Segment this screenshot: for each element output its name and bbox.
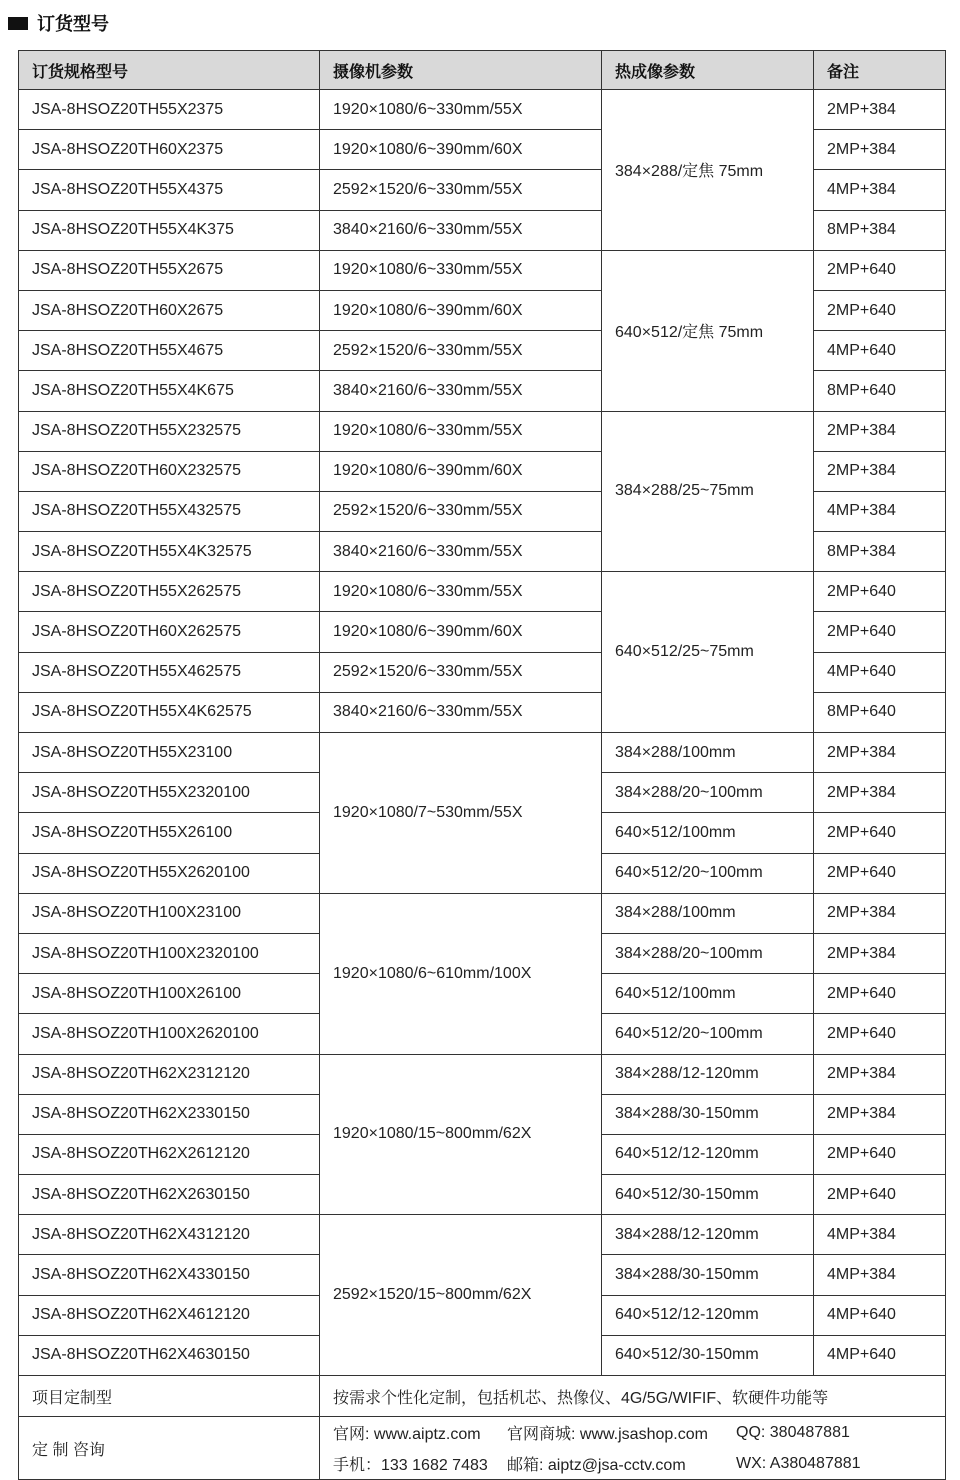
model-cell: JSA-8HSOZ20TH55X232575 bbox=[19, 411, 320, 451]
table-row bbox=[19, 250, 946, 290]
note-cell: 2MP+640 bbox=[814, 974, 946, 1014]
camera-cell: 1920×1080/6~330mm/55X bbox=[320, 411, 602, 451]
section-heading bbox=[8, 10, 109, 36]
camera-cell: 1920×1080/6~390mm/60X bbox=[320, 130, 602, 170]
model-cell: JSA-8HSOZ20TH100X2620100 bbox=[19, 1014, 320, 1054]
camera-cell: 3840×2160/6~330mm/55X bbox=[320, 371, 602, 411]
table-row bbox=[19, 893, 946, 933]
table-row bbox=[19, 1054, 946, 1094]
model-cell: JSA-8HSOZ20TH100X2320100 bbox=[19, 933, 320, 973]
model-cell: JSA-8HSOZ20TH55X4K375 bbox=[19, 210, 320, 250]
thermal-cell: 384×288/25~75mm bbox=[602, 411, 814, 572]
model-cell: JSA-8HSOZ20TH55X4675 bbox=[19, 331, 320, 371]
model-cell: JSA-8HSOZ20TH55X2375 bbox=[19, 90, 320, 130]
note-cell: 4MP+640 bbox=[814, 652, 946, 692]
note-cell: 4MP+384 bbox=[814, 491, 946, 531]
contact-info bbox=[320, 1417, 946, 1480]
note-cell: 2MP+640 bbox=[814, 813, 946, 853]
header-camera: 摄像机参数 bbox=[320, 51, 602, 90]
note-cell: 2MP+384 bbox=[814, 90, 946, 130]
thermal-cell: 384×288/20~100mm bbox=[602, 773, 814, 813]
note-cell: 2MP+640 bbox=[814, 853, 946, 893]
table-row bbox=[19, 90, 946, 130]
thermal-cell: 640×512/20~100mm bbox=[602, 853, 814, 893]
model-cell: JSA-8HSOZ20TH62X4612120 bbox=[19, 1295, 320, 1335]
thermal-cell: 640×512/100mm bbox=[602, 813, 814, 853]
header-note: 备注 bbox=[814, 51, 946, 90]
email-text: 邮箱: aiptz@jsa-cctv.com bbox=[507, 1457, 686, 1474]
note-cell: 4MP+640 bbox=[814, 1335, 946, 1375]
camera-cell: 3840×2160/6~330mm/55X bbox=[320, 210, 602, 250]
thermal-cell: 384×288/定焦 75mm bbox=[602, 90, 814, 251]
thermal-cell: 640×512/30-150mm bbox=[602, 1335, 814, 1375]
model-cell: JSA-8HSOZ20TH55X4375 bbox=[19, 170, 320, 210]
note-cell: 8MP+384 bbox=[814, 532, 946, 572]
camera-cell: 1920×1080/6~610mm/100X bbox=[320, 893, 602, 1054]
camera-cell: 1920×1080/6~390mm/60X bbox=[320, 451, 602, 491]
thermal-cell: 384×288/100mm bbox=[602, 893, 814, 933]
model-cell: JSA-8HSOZ20TH100X23100 bbox=[19, 893, 320, 933]
header-model: 订货规格型号 bbox=[19, 51, 320, 90]
custom-text: 按需求个性化定制，包括机芯、热像仪、4G/5G/WIFIF、软硬件功能等 bbox=[320, 1376, 946, 1417]
table-row bbox=[19, 1215, 946, 1255]
camera-cell: 2592×1520/15~800mm/62X bbox=[320, 1215, 602, 1376]
thermal-cell: 640×512/定焦 75mm bbox=[602, 250, 814, 411]
header-thermal: 热成像参数 bbox=[602, 51, 814, 90]
camera-cell: 1920×1080/6~330mm/55X bbox=[320, 250, 602, 290]
model-cell: JSA-8HSOZ20TH62X4630150 bbox=[19, 1335, 320, 1375]
model-cell: JSA-8HSOZ20TH55X4K62575 bbox=[19, 692, 320, 732]
model-cell: JSA-8HSOZ20TH55X23100 bbox=[19, 733, 320, 773]
wechat-text: WX: A380487881 bbox=[736, 1454, 861, 1472]
camera-cell: 3840×2160/6~330mm/55X bbox=[320, 532, 602, 572]
contact-row bbox=[19, 1417, 946, 1480]
model-cell: JSA-8HSOZ20TH62X2312120 bbox=[19, 1054, 320, 1094]
note-cell: 4MP+384 bbox=[814, 1215, 946, 1255]
note-cell: 8MP+384 bbox=[814, 210, 946, 250]
thermal-cell: 384×288/100mm bbox=[602, 733, 814, 773]
model-cell: JSA-8HSOZ20TH55X4K675 bbox=[19, 371, 320, 411]
note-cell: 2MP+640 bbox=[814, 1014, 946, 1054]
thermal-cell: 640×512/30-150mm bbox=[602, 1175, 814, 1215]
model-cell: JSA-8HSOZ20TH55X2320100 bbox=[19, 773, 320, 813]
model-cell: JSA-8HSOZ20TH55X432575 bbox=[19, 491, 320, 531]
camera-cell: 1920×1080/6~390mm/60X bbox=[320, 612, 602, 652]
model-cell: JSA-8HSOZ20TH55X262575 bbox=[19, 572, 320, 612]
model-cell: JSA-8HSOZ20TH55X462575 bbox=[19, 652, 320, 692]
thermal-cell: 384×288/12-120mm bbox=[602, 1215, 814, 1255]
note-cell: 2MP+384 bbox=[814, 130, 946, 170]
thermal-cell: 384×288/20~100mm bbox=[602, 933, 814, 973]
note-cell: 8MP+640 bbox=[814, 692, 946, 732]
model-cell: JSA-8HSOZ20TH62X2330150 bbox=[19, 1094, 320, 1134]
note-cell: 2MP+640 bbox=[814, 250, 946, 290]
table-row bbox=[19, 411, 946, 451]
note-cell: 2MP+384 bbox=[814, 1054, 946, 1094]
shop-text: 官网商城: www.jsashop.com bbox=[507, 1426, 708, 1443]
thermal-cell: 640×512/100mm bbox=[602, 974, 814, 1014]
model-cell: JSA-8HSOZ20TH55X2675 bbox=[19, 250, 320, 290]
contact-label: 定 制 咨询 bbox=[19, 1417, 320, 1480]
note-cell: 2MP+640 bbox=[814, 1175, 946, 1215]
note-cell: 2MP+640 bbox=[814, 572, 946, 612]
camera-cell: 2592×1520/6~330mm/55X bbox=[320, 491, 602, 531]
note-cell: 2MP+384 bbox=[814, 733, 946, 773]
note-cell: 8MP+640 bbox=[814, 371, 946, 411]
table-header-row bbox=[19, 51, 946, 90]
camera-cell: 1920×1080/6~390mm/60X bbox=[320, 290, 602, 330]
table-row bbox=[19, 733, 946, 773]
note-cell: 4MP+384 bbox=[814, 1255, 946, 1295]
model-cell: JSA-8HSOZ20TH55X4K32575 bbox=[19, 532, 320, 572]
qq-text: QQ: 380487881 bbox=[736, 1423, 850, 1441]
order-table bbox=[18, 50, 946, 1480]
camera-cell: 2592×1520/6~330mm/55X bbox=[320, 170, 602, 210]
note-cell: 4MP+640 bbox=[814, 331, 946, 371]
thermal-cell: 640×512/12-120mm bbox=[602, 1134, 814, 1174]
section-title: 订货型号 bbox=[37, 14, 109, 34]
note-cell: 2MP+384 bbox=[814, 773, 946, 813]
note-cell: 2MP+384 bbox=[814, 1094, 946, 1134]
model-cell: JSA-8HSOZ20TH62X4312120 bbox=[19, 1215, 320, 1255]
model-cell: JSA-8HSOZ20TH100X26100 bbox=[19, 974, 320, 1014]
camera-cell: 3840×2160/6~330mm/55X bbox=[320, 692, 602, 732]
thermal-cell: 640×512/20~100mm bbox=[602, 1014, 814, 1054]
custom-row bbox=[19, 1376, 946, 1417]
model-cell: JSA-8HSOZ20TH60X2375 bbox=[19, 130, 320, 170]
custom-label: 项目定制型 bbox=[19, 1376, 320, 1417]
note-cell: 2MP+640 bbox=[814, 290, 946, 330]
camera-cell: 1920×1080/6~330mm/55X bbox=[320, 90, 602, 130]
model-cell: JSA-8HSOZ20TH62X2612120 bbox=[19, 1134, 320, 1174]
note-cell: 2MP+384 bbox=[814, 411, 946, 451]
contact-grid bbox=[333, 1417, 945, 1479]
model-cell: JSA-8HSOZ20TH55X2620100 bbox=[19, 853, 320, 893]
black-square-icon bbox=[8, 17, 28, 30]
camera-cell: 2592×1520/6~330mm/55X bbox=[320, 331, 602, 371]
camera-cell: 2592×1520/6~330mm/55X bbox=[320, 652, 602, 692]
model-cell: JSA-8HSOZ20TH60X2675 bbox=[19, 290, 320, 330]
model-cell: JSA-8HSOZ20TH60X262575 bbox=[19, 612, 320, 652]
model-cell: JSA-8HSOZ20TH60X232575 bbox=[19, 451, 320, 491]
note-cell: 2MP+640 bbox=[814, 1134, 946, 1174]
note-cell: 2MP+640 bbox=[814, 612, 946, 652]
thermal-cell: 384×288/30-150mm bbox=[602, 1255, 814, 1295]
model-cell: JSA-8HSOZ20TH62X2630150 bbox=[19, 1175, 320, 1215]
note-cell: 4MP+640 bbox=[814, 1295, 946, 1335]
phone-text: 手机：133 1682 7483 bbox=[333, 1457, 488, 1474]
thermal-cell: 640×512/12-120mm bbox=[602, 1295, 814, 1335]
thermal-cell: 384×288/12-120mm bbox=[602, 1054, 814, 1094]
camera-cell: 1920×1080/15~800mm/62X bbox=[320, 1054, 602, 1215]
camera-cell: 1920×1080/6~330mm/55X bbox=[320, 572, 602, 612]
note-cell: 4MP+384 bbox=[814, 170, 946, 210]
camera-cell: 1920×1080/7~530mm/55X bbox=[320, 733, 602, 894]
website-text: 官网: www.aiptz.com bbox=[333, 1426, 481, 1443]
note-cell: 2MP+384 bbox=[814, 933, 946, 973]
note-cell: 2MP+384 bbox=[814, 893, 946, 933]
note-cell: 2MP+384 bbox=[814, 451, 946, 491]
table-row bbox=[19, 572, 946, 612]
model-cell: JSA-8HSOZ20TH55X26100 bbox=[19, 813, 320, 853]
thermal-cell: 384×288/30-150mm bbox=[602, 1094, 814, 1134]
thermal-cell: 640×512/25~75mm bbox=[602, 572, 814, 733]
model-cell: JSA-8HSOZ20TH62X4330150 bbox=[19, 1255, 320, 1295]
